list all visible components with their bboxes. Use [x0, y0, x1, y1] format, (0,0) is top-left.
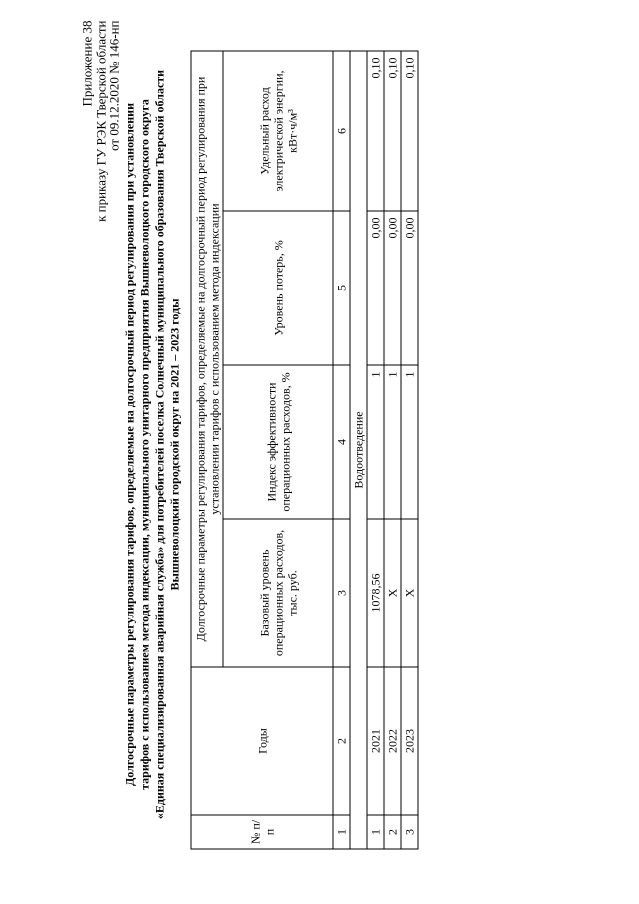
document-title — [122, 44, 182, 844]
header-years: Годы — [191, 667, 333, 815]
row-year: 2023 — [401, 667, 418, 815]
row-base-opex: 1078,56 — [367, 519, 384, 667]
index-cell: 5 — [333, 211, 350, 365]
header-loss-level: Уровень потерь, % — [223, 211, 333, 365]
row-efficiency-index: 1 — [384, 365, 401, 519]
index-cell: 2 — [333, 667, 350, 815]
row-base-opex: X — [384, 519, 401, 667]
title-line: Долгосрочные параметры регулирования тарифов, определяемые на долгосрочный период регулирования при установлении — [122, 102, 136, 786]
row-loss-level: 0,00 — [367, 211, 384, 365]
table-row — [384, 51, 401, 849]
index-cell: 1 — [333, 815, 350, 849]
row-number: 3 — [401, 815, 418, 849]
index-cell: 4 — [333, 365, 350, 519]
header-num: № п/п — [191, 815, 333, 849]
header-energy-consumption: Удельный расход электрической энергии, кВт·ч/м³ — [223, 51, 333, 211]
appendix-reference — [80, 20, 121, 240]
row-energy-consumption: 0,10 — [367, 51, 384, 211]
row-energy-consumption: 0,10 — [401, 51, 418, 211]
column-index-row — [333, 51, 350, 849]
appendix-order: к приказу ГУ РЭК Тверской области — [92, 20, 108, 222]
row-base-opex: X — [401, 519, 418, 667]
header-base-opex: Базовый уровень операционных расходов, тыс. руб. — [223, 519, 333, 667]
title-line: Вышневолоцкий городской округ на 2021 – 2023 годы — [167, 298, 181, 590]
index-cell: 3 — [333, 519, 350, 667]
row-efficiency-index: 1 — [401, 365, 418, 519]
section-header: Водоотведение — [350, 51, 367, 849]
tariff-parameters-table — [190, 50, 418, 849]
row-number: 1 — [367, 815, 384, 849]
index-cell: 6 — [333, 51, 350, 211]
title-line: тарифов с использованием метода индексации, муниципального унитарного предприятия Вышневолоцкого городского округа — [137, 98, 151, 790]
row-year: 2021 — [367, 667, 384, 815]
appendix-number: Приложение 38 — [79, 20, 94, 107]
row-number: 2 — [384, 815, 401, 849]
row-energy-consumption: 0,10 — [384, 51, 401, 211]
row-efficiency-index: 1 — [367, 365, 384, 519]
title-line: «Единая специализированная аварийная служба» для потребителей поселка Солнечный муниципального образования Тверской области — [152, 69, 166, 819]
header-efficiency-index: Индекс эффективности операционных расходов, % — [223, 365, 333, 519]
header-group: Долгосрочные параметры регулирования тарифов, определяемые на долгосрочный период регулирования при установлении тарифов с использованием метода индексации — [191, 51, 223, 667]
row-year: 2022 — [384, 667, 401, 815]
appendix-date: от 09.12.2020 № 146-нп — [106, 20, 121, 151]
table-row — [367, 51, 384, 849]
row-loss-level: 0,00 — [401, 211, 418, 365]
table-row — [401, 51, 418, 849]
row-loss-level: 0,00 — [384, 211, 401, 365]
